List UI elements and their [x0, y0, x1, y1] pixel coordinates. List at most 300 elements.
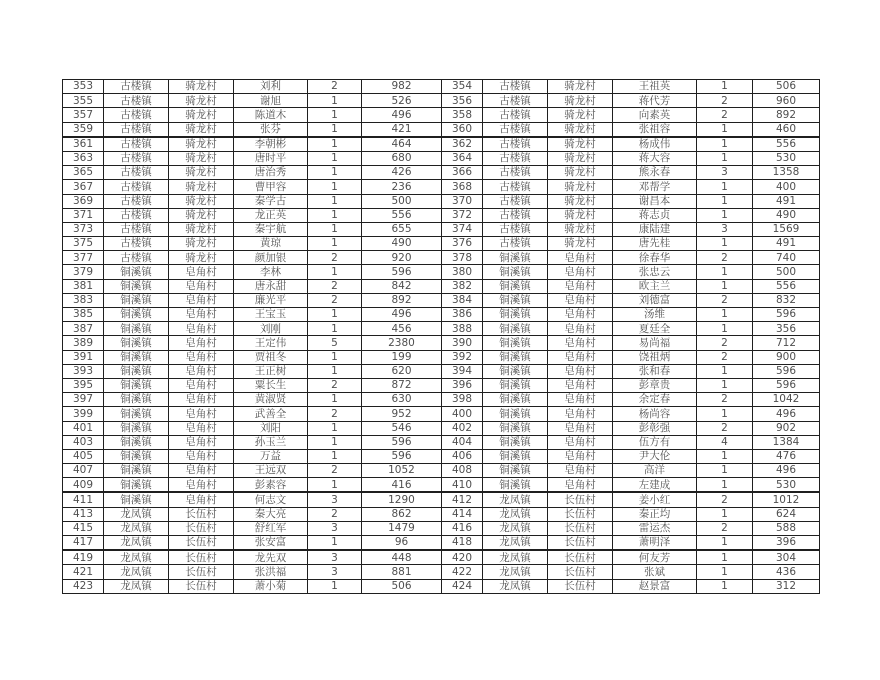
table-cell: 408 — [442, 464, 483, 478]
table-row — [63, 208, 820, 222]
table-cell: 皂角村 — [548, 322, 613, 336]
table-cell: 409 — [63, 478, 104, 493]
table-cell: 彭素容 — [234, 478, 308, 493]
table-cell: 1 — [697, 265, 753, 279]
table-cell: 尹大伦 — [613, 449, 697, 463]
table-cell: 1 — [697, 550, 753, 565]
table-cell: 龙凤镇 — [104, 536, 169, 551]
table-cell: 长伍村 — [169, 536, 234, 551]
table-cell: 354 — [442, 80, 483, 94]
table-cell: 372 — [442, 208, 483, 222]
table-cell: 皂角村 — [169, 279, 234, 293]
table-cell: 366 — [442, 166, 483, 180]
table-cell: 姜小红 — [613, 492, 697, 507]
table-cell: 842 — [362, 279, 442, 293]
table-cell: 张祖容 — [613, 122, 697, 137]
table-cell: 407 — [63, 464, 104, 478]
table-cell: 490 — [362, 237, 442, 251]
table-cell: 蒋志贞 — [613, 208, 697, 222]
table-cell: 5 — [308, 336, 362, 350]
table-cell: 铜溪镇 — [483, 435, 548, 449]
table-cell: 530 — [753, 478, 820, 493]
table-cell: 杨尚容 — [613, 407, 697, 421]
table-cell: 1479 — [362, 521, 442, 535]
table-cell: 464 — [362, 137, 442, 152]
table-cell: 皂角村 — [169, 322, 234, 336]
table-row — [63, 407, 820, 421]
table-cell: 铜溪镇 — [483, 336, 548, 350]
table-cell: 皂角村 — [169, 378, 234, 392]
table-cell: 古楼镇 — [104, 194, 169, 208]
table-cell: 2 — [697, 108, 753, 122]
table-cell: 1290 — [362, 492, 442, 507]
table-cell: 长伍村 — [169, 565, 234, 579]
table-cell: 1 — [697, 308, 753, 322]
table-cell: 395 — [63, 378, 104, 392]
table-cell: 359 — [63, 122, 104, 137]
table-cell: 387 — [63, 322, 104, 336]
table-cell: 刘利 — [234, 80, 308, 94]
table-cell: 古楼镇 — [104, 80, 169, 94]
table-cell: 365 — [63, 166, 104, 180]
table-cell: 古楼镇 — [483, 194, 548, 208]
table-cell: 张忠云 — [613, 265, 697, 279]
table-cell: 皂角村 — [548, 265, 613, 279]
table-cell: 铜溪镇 — [483, 350, 548, 364]
table-cell: 1 — [697, 565, 753, 579]
table-cell: 2 — [308, 378, 362, 392]
table-cell: 贾祖冬 — [234, 350, 308, 364]
table-cell: 龙凤镇 — [483, 536, 548, 551]
table-cell: 1 — [308, 393, 362, 407]
table-cell: 古楼镇 — [483, 122, 548, 137]
table-cell: 皂角村 — [169, 449, 234, 463]
table-cell: 古楼镇 — [104, 151, 169, 165]
table-cell: 古楼镇 — [483, 222, 548, 236]
table-cell: 1 — [697, 449, 753, 463]
table-cell: 龙凤镇 — [483, 507, 548, 521]
table-cell: 皂角村 — [169, 293, 234, 307]
table-cell: 铜溪镇 — [104, 435, 169, 449]
table-row — [63, 94, 820, 108]
table-cell: 413 — [63, 507, 104, 521]
table-cell: 377 — [63, 251, 104, 265]
table-cell: 456 — [362, 322, 442, 336]
table-cell: 古楼镇 — [104, 180, 169, 194]
table-cell: 皂角村 — [548, 421, 613, 435]
table-cell: 381 — [63, 279, 104, 293]
table-cell: 1 — [308, 421, 362, 435]
table-cell: 铜溪镇 — [104, 449, 169, 463]
table-cell: 2 — [697, 492, 753, 507]
table-cell: 皂角村 — [548, 435, 613, 449]
table-cell: 3 — [308, 492, 362, 507]
table-cell: 900 — [753, 350, 820, 364]
table-cell: 902 — [753, 421, 820, 435]
table-cell: 491 — [753, 237, 820, 251]
table-cell: 长伍村 — [169, 579, 234, 593]
table-cell: 2 — [308, 80, 362, 94]
table-cell: 皂角村 — [169, 435, 234, 449]
table-cell: 1 — [308, 237, 362, 251]
table-cell: 406 — [442, 449, 483, 463]
table-cell: 皂角村 — [169, 464, 234, 478]
table-cell: 铜溪镇 — [483, 293, 548, 307]
table-cell: 1 — [308, 222, 362, 236]
table-cell: 长伍村 — [548, 579, 613, 593]
table-cell: 骑龙村 — [548, 108, 613, 122]
table-cell: 740 — [753, 251, 820, 265]
table-cell: 古楼镇 — [483, 208, 548, 222]
table-cell: 骑龙村 — [548, 194, 613, 208]
table-cell: 2 — [697, 421, 753, 435]
table-cell: 1 — [697, 279, 753, 293]
table-cell: 1 — [697, 208, 753, 222]
table-row — [63, 180, 820, 194]
table-cell: 邓帮学 — [613, 180, 697, 194]
table-cell: 832 — [753, 293, 820, 307]
table-cell: 1052 — [362, 464, 442, 478]
table-row — [63, 550, 820, 565]
table-cell: 2 — [697, 393, 753, 407]
table-cell: 358 — [442, 108, 483, 122]
table-cell: 古楼镇 — [483, 237, 548, 251]
table-cell: 古楼镇 — [104, 108, 169, 122]
table-row — [63, 579, 820, 593]
data-table — [62, 79, 820, 594]
table-cell: 万益 — [234, 449, 308, 463]
table-cell: 张洪福 — [234, 565, 308, 579]
table-row — [63, 322, 820, 336]
table-cell: 徐春华 — [613, 251, 697, 265]
table-cell: 403 — [63, 435, 104, 449]
table-cell: 952 — [362, 407, 442, 421]
table-cell: 彭章贵 — [613, 378, 697, 392]
table-cell: 1 — [697, 194, 753, 208]
table-cell: 1 — [308, 166, 362, 180]
table-cell: 皂角村 — [548, 478, 613, 493]
table-cell: 2 — [308, 507, 362, 521]
table-cell: 386 — [442, 308, 483, 322]
table-cell: 蒋大容 — [613, 151, 697, 165]
table-cell: 王定伟 — [234, 336, 308, 350]
table-cell: 骑龙村 — [169, 108, 234, 122]
table-cell: 何友芳 — [613, 550, 697, 565]
table-cell: 3 — [308, 565, 362, 579]
table-cell: 夏廷全 — [613, 322, 697, 336]
table-cell: 铜溪镇 — [483, 364, 548, 378]
table-cell: 410 — [442, 478, 483, 493]
table-cell: 铜溪镇 — [104, 279, 169, 293]
table-cell: 379 — [63, 265, 104, 279]
table-cell: 铜溪镇 — [104, 492, 169, 507]
table-cell: 3 — [308, 550, 362, 565]
table-row — [63, 536, 820, 551]
table-cell: 388 — [442, 322, 483, 336]
table-cell: 古楼镇 — [483, 94, 548, 108]
table-cell: 872 — [362, 378, 442, 392]
table-row — [63, 194, 820, 208]
table-row — [63, 122, 820, 137]
table-cell: 古楼镇 — [104, 222, 169, 236]
table-cell: 孙玉兰 — [234, 435, 308, 449]
table-cell: 1 — [308, 364, 362, 378]
table-cell: 长伍村 — [548, 565, 613, 579]
table-cell: 1 — [697, 407, 753, 421]
table-cell: 皂角村 — [548, 364, 613, 378]
table-cell: 596 — [362, 449, 442, 463]
table-cell: 556 — [753, 279, 820, 293]
table-cell: 秦宇航 — [234, 222, 308, 236]
table-cell: 1 — [308, 265, 362, 279]
table-cell: 骑龙村 — [548, 122, 613, 137]
table-cell: 1 — [308, 350, 362, 364]
table-cell: 骑龙村 — [169, 80, 234, 94]
table-cell: 448 — [362, 550, 442, 565]
table-cell: 1 — [697, 507, 753, 521]
table-cell: 363 — [63, 151, 104, 165]
table-cell: 左建成 — [613, 478, 697, 493]
table-cell: 铜溪镇 — [104, 336, 169, 350]
table-cell: 1 — [697, 151, 753, 165]
table-cell: 1 — [308, 208, 362, 222]
table-cell: 96 — [362, 536, 442, 551]
table-cell: 龙凤镇 — [104, 507, 169, 521]
table-row — [63, 378, 820, 392]
table-cell: 龙正英 — [234, 208, 308, 222]
table-cell: 3 — [697, 166, 753, 180]
table-cell: 199 — [362, 350, 442, 364]
table-cell: 506 — [753, 80, 820, 94]
table-cell: 312 — [753, 579, 820, 593]
table-cell: 1 — [308, 137, 362, 152]
table-cell: 1 — [308, 108, 362, 122]
table-cell: 1 — [308, 151, 362, 165]
table-cell: 385 — [63, 308, 104, 322]
table-cell: 412 — [442, 492, 483, 507]
table-row — [63, 464, 820, 478]
table-cell: 铜溪镇 — [483, 322, 548, 336]
table-cell: 1 — [308, 435, 362, 449]
table-cell: 武善全 — [234, 407, 308, 421]
table-row — [63, 336, 820, 350]
table-cell: 374 — [442, 222, 483, 236]
table-cell: 596 — [362, 265, 442, 279]
table-row — [63, 421, 820, 435]
table-cell: 1 — [308, 579, 362, 593]
table-cell: 唐先桂 — [613, 237, 697, 251]
table-cell: 1 — [308, 322, 362, 336]
table-cell: 353 — [63, 80, 104, 94]
table-cell: 欧主兰 — [613, 279, 697, 293]
table-cell: 400 — [753, 180, 820, 194]
table-cell: 399 — [63, 407, 104, 421]
table-cell: 铜溪镇 — [104, 464, 169, 478]
table-cell: 古楼镇 — [483, 80, 548, 94]
table-cell: 唐永甜 — [234, 279, 308, 293]
table-cell: 596 — [753, 308, 820, 322]
table-cell: 920 — [362, 251, 442, 265]
table-cell: 骑龙村 — [548, 80, 613, 94]
table-cell: 铜溪镇 — [483, 421, 548, 435]
table-cell: 铜溪镇 — [483, 378, 548, 392]
table-cell: 436 — [753, 565, 820, 579]
table-cell: 1042 — [753, 393, 820, 407]
table-cell: 1 — [697, 237, 753, 251]
table-cell: 皂角村 — [548, 293, 613, 307]
table-cell: 3 — [308, 521, 362, 535]
table-cell: 1384 — [753, 435, 820, 449]
table-cell: 1 — [308, 122, 362, 137]
table-cell: 长伍村 — [548, 492, 613, 507]
table-cell: 骑龙村 — [169, 94, 234, 108]
table-cell: 1 — [308, 478, 362, 493]
table-cell: 356 — [442, 94, 483, 108]
table-cell: 1 — [697, 378, 753, 392]
table-cell: 1 — [697, 137, 753, 152]
table-cell: 369 — [63, 194, 104, 208]
table-cell: 417 — [63, 536, 104, 551]
table-cell: 王正树 — [234, 364, 308, 378]
table-cell: 496 — [362, 308, 442, 322]
table-cell: 1 — [697, 80, 753, 94]
table-cell: 骑龙村 — [169, 208, 234, 222]
table-cell: 2 — [697, 94, 753, 108]
table-cell: 2 — [308, 407, 362, 421]
table-cell: 古楼镇 — [483, 108, 548, 122]
table-cell: 357 — [63, 108, 104, 122]
table-cell: 铜溪镇 — [483, 308, 548, 322]
table-cell: 向素英 — [613, 108, 697, 122]
table-cell: 赵景富 — [613, 579, 697, 593]
table-cell: 龙凤镇 — [483, 579, 548, 593]
table-cell: 铜溪镇 — [483, 279, 548, 293]
table-cell: 393 — [63, 364, 104, 378]
table-cell: 304 — [753, 550, 820, 565]
table-cell: 1012 — [753, 492, 820, 507]
table-cell: 371 — [63, 208, 104, 222]
table-cell: 1 — [308, 449, 362, 463]
table-row — [63, 137, 820, 152]
table-cell: 411 — [63, 492, 104, 507]
table-cell: 铜溪镇 — [483, 449, 548, 463]
table-row — [63, 80, 820, 94]
table-cell: 皂角村 — [548, 336, 613, 350]
table-cell: 骑龙村 — [169, 151, 234, 165]
table-cell: 铜溪镇 — [483, 251, 548, 265]
table-cell: 881 — [362, 565, 442, 579]
table-cell: 古楼镇 — [104, 137, 169, 152]
table-cell: 2 — [308, 293, 362, 307]
table-cell: 530 — [753, 151, 820, 165]
table-cell: 秦学古 — [234, 194, 308, 208]
table-cell: 419 — [63, 550, 104, 565]
table-row — [63, 222, 820, 236]
table-cell: 古楼镇 — [104, 251, 169, 265]
table-cell: 皂角村 — [169, 393, 234, 407]
table-cell: 骑龙村 — [169, 180, 234, 194]
table-cell: 颜加银 — [234, 251, 308, 265]
table-cell: 骑龙村 — [548, 166, 613, 180]
table-cell: 粟长生 — [234, 378, 308, 392]
table-cell: 皂角村 — [169, 492, 234, 507]
table-cell: 404 — [442, 435, 483, 449]
table-cell: 骑龙村 — [169, 137, 234, 152]
table-row — [63, 565, 820, 579]
table-cell: 长伍村 — [169, 507, 234, 521]
table-cell: 皂角村 — [169, 350, 234, 364]
table-cell: 骑龙村 — [548, 222, 613, 236]
table-cell: 500 — [753, 265, 820, 279]
table-cell: 460 — [753, 122, 820, 137]
table-cell: 王祖英 — [613, 80, 697, 94]
table-cell: 1 — [308, 94, 362, 108]
table-cell: 唐治秀 — [234, 166, 308, 180]
table-cell: 2 — [308, 464, 362, 478]
table-cell: 1569 — [753, 222, 820, 236]
table-cell: 骑龙村 — [548, 151, 613, 165]
table-row — [63, 521, 820, 535]
table-cell: 铜溪镇 — [104, 265, 169, 279]
table-cell: 长伍村 — [548, 536, 613, 551]
table-cell: 362 — [442, 137, 483, 152]
table-cell: 368 — [442, 180, 483, 194]
table-cell: 皂角村 — [169, 478, 234, 493]
table-cell: 376 — [442, 237, 483, 251]
table-cell: 392 — [442, 350, 483, 364]
table-cell: 1 — [697, 322, 753, 336]
table-cell: 龙先双 — [234, 550, 308, 565]
table-cell: 皂角村 — [169, 336, 234, 350]
table-cell: 铜溪镇 — [104, 421, 169, 435]
table-cell: 骑龙村 — [169, 251, 234, 265]
table-cell: 余定春 — [613, 393, 697, 407]
table-cell: 皂角村 — [169, 364, 234, 378]
table-cell: 421 — [63, 565, 104, 579]
table-cell: 982 — [362, 80, 442, 94]
table-cell: 402 — [442, 421, 483, 435]
table-cell: 414 — [442, 507, 483, 521]
table-cell: 铜溪镇 — [104, 393, 169, 407]
table-cell: 龙凤镇 — [483, 565, 548, 579]
table-row — [63, 507, 820, 521]
table-cell: 黄淑贤 — [234, 393, 308, 407]
table-row — [63, 279, 820, 293]
table-row — [63, 108, 820, 122]
table-cell: 古楼镇 — [104, 122, 169, 137]
table-cell: 铜溪镇 — [104, 478, 169, 493]
table-cell: 骑龙村 — [169, 222, 234, 236]
table-row — [63, 265, 820, 279]
table-cell: 2380 — [362, 336, 442, 350]
table-cell: 刘德富 — [613, 293, 697, 307]
table-cell: 476 — [753, 449, 820, 463]
table-cell: 556 — [362, 208, 442, 222]
table-cell: 龙凤镇 — [104, 565, 169, 579]
table-cell: 380 — [442, 265, 483, 279]
table-cell: 长伍村 — [169, 550, 234, 565]
table-cell: 蒋代芳 — [613, 94, 697, 108]
table-cell: 彭彰强 — [613, 421, 697, 435]
table-cell: 古楼镇 — [483, 180, 548, 194]
table-cell: 397 — [63, 393, 104, 407]
table-cell: 古楼镇 — [104, 208, 169, 222]
table-cell: 1 — [697, 464, 753, 478]
table-cell: 423 — [63, 579, 104, 593]
table-cell: 黄琼 — [234, 237, 308, 251]
table-cell: 古楼镇 — [483, 151, 548, 165]
table-cell: 892 — [753, 108, 820, 122]
